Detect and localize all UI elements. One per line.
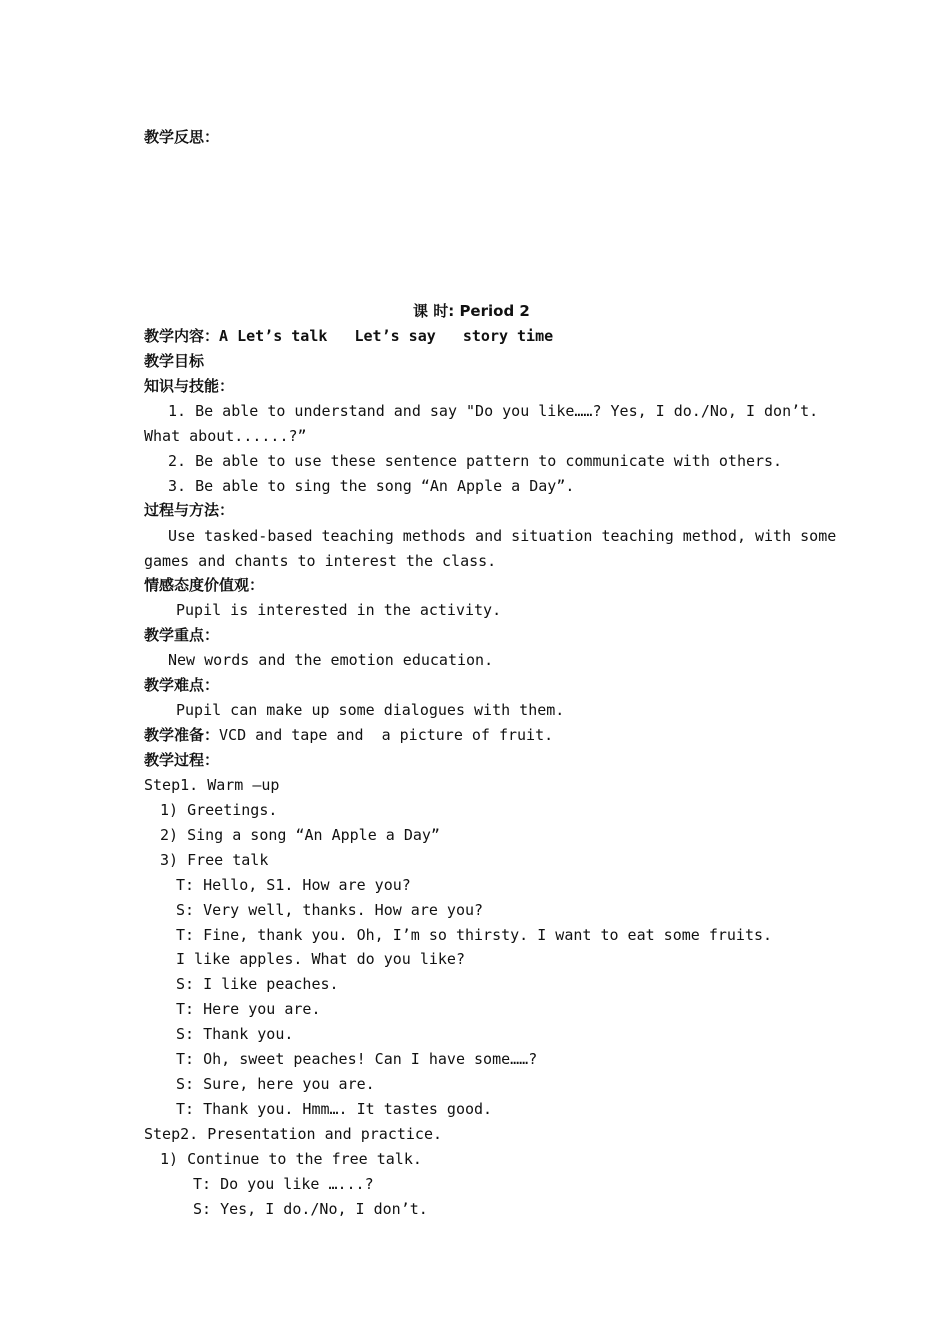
dialogue-line: T: Thank you. Hmm…. It tastes good.: [176, 1100, 493, 1118]
difficulties-heading: 教学难点：: [144, 676, 220, 694]
step-item: 2) Sing a song “An Apple a Day”: [160, 826, 440, 844]
procedure-heading: 教学过程：: [144, 751, 220, 769]
process-method-line: Use tasked-based teaching methods and situation teaching method, with some: [168, 527, 837, 545]
dialogue-line: S: I like peaches.: [176, 975, 339, 993]
dialogue-line-continued: I like apples. What do you like?: [176, 950, 465, 968]
dialogue-line: T: Hello, S1. How are you?: [176, 876, 411, 894]
dialogue-line: T: Fine, thank you. Oh, I’m so thirsty. I want to eat some fruits.: [176, 926, 773, 944]
preparation-value: VCD and tape and a picture of fruit.: [219, 726, 554, 744]
step-item: 3) Free talk: [160, 851, 269, 869]
preparation-line: [144, 725, 553, 745]
step-heading: Step1. Warm –up: [144, 776, 280, 794]
step-item: 1) Greetings.: [160, 801, 278, 819]
attitude-heading: 情感态度价值观：: [144, 576, 265, 594]
dialogue-line: S: Sure, here you are.: [176, 1075, 375, 1093]
key-points-heading: 教学重点：: [144, 626, 220, 644]
knowledge-item: 2. Be able to use these sentence pattern to communicate with others.: [168, 452, 783, 470]
knowledge-item: 1. Be able to understand and say "Do you like……? Yes, I do./No, I don’t.: [168, 402, 819, 420]
knowledge-heading: 知识与技能：: [144, 377, 235, 395]
content-label: 教学内容：: [144, 327, 220, 345]
reflection-heading: 教学反思：: [144, 128, 220, 146]
process-method-line: games and chants to interest the class.: [144, 552, 497, 570]
knowledge-item-continued: What about......?”: [144, 427, 307, 445]
dialogue-line: S: Thank you.: [176, 1025, 294, 1043]
preparation-label: 教学准备：: [144, 726, 220, 744]
step-heading: Step2. Presentation and practice.: [144, 1125, 443, 1143]
period-title: 课 时: Period 2: [413, 302, 530, 320]
dialogue-line: T: Oh, sweet peaches! Can I have some……?: [176, 1050, 538, 1068]
dialogue-line: T: Here you are.: [176, 1000, 321, 1018]
difficulties-text: Pupil can make up some dialogues with them.: [176, 701, 565, 719]
attitude-text: Pupil is interested in the activity.: [176, 601, 502, 619]
dialogue-line: T: Do you like …...?: [193, 1175, 374, 1193]
step-item: 1) Continue to the free talk.: [160, 1150, 422, 1168]
process-method-heading: 过程与方法：: [144, 501, 235, 519]
objectives-heading: 教学目标: [144, 352, 205, 370]
content-line: [144, 326, 553, 346]
dialogue-line: S: Very well, thanks. How are you?: [176, 901, 484, 919]
key-points-text: New words and the emotion education.: [168, 651, 494, 669]
knowledge-item: 3. Be able to sing the song “An Apple a Day”.: [168, 477, 575, 495]
dialogue-line: S: Yes, I do./No, I don’t.: [193, 1200, 428, 1218]
content-value: A Let’s talk Let’s say story time: [219, 327, 554, 345]
